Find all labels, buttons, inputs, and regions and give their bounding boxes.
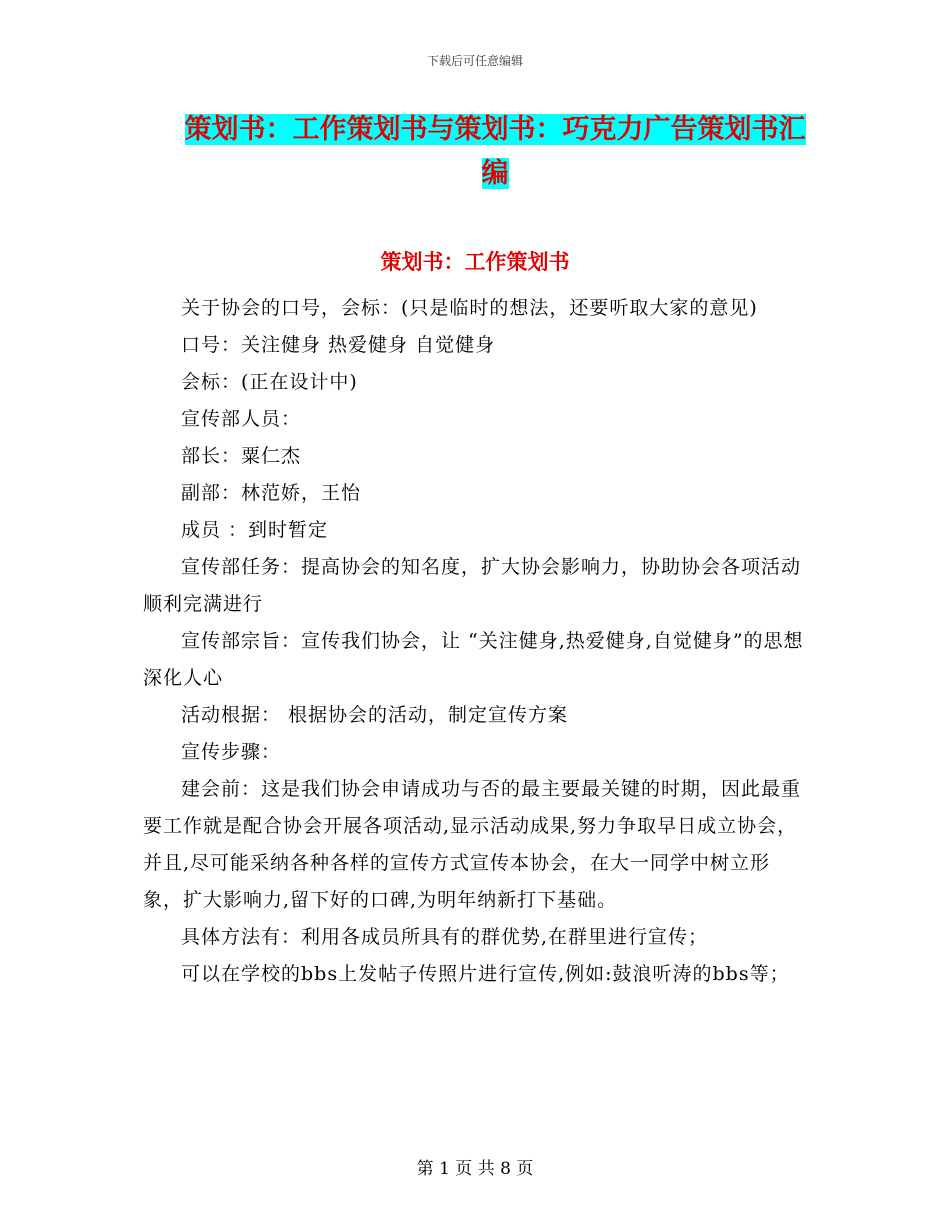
page-indicator: 第 1 页 共 8 页 (416, 1159, 534, 1179)
paragraph: 宣传步骤： (181, 741, 282, 763)
paragraph: 可以在学校的bbs上发帖子传照片进行宣传,例如:鼓浪听涛的bbs等； (181, 963, 790, 985)
document-title (175, 108, 815, 196)
paragraph: 口号：关注健身 热爱健身 自觉健身 (181, 334, 496, 356)
paragraph: 具体方法有：利用各成员所具有的群优势,在群里进行宣传； (181, 926, 709, 948)
section-title: 策划书：工作策划书 (380, 249, 570, 274)
paragraph: 副部：林范娇，王怡 (181, 482, 362, 504)
document-title-text: 策划书：工作策划书与策划书：巧克力广告策划书汇编 (184, 114, 806, 189)
document-body (143, 290, 809, 993)
paragraph: 关于协会的口号，会标：(只是临时的想法，还要听取大家的意见) (181, 297, 758, 319)
paragraph: 建会前：这是我们协会申请成功与否的最主要最关键的时期，因此最重要工作就是配合协会开展各项活动,显示活动成果,努力争取早日成立协会，并且,尽可能采纳各种各样的宣传方式宣传本协会，在大一同学中树立形象，扩大影响力,留下好的口碑,为明年纳新打下基础。 (143, 778, 802, 911)
paragraph: 会标：(正在设计中) (181, 371, 358, 393)
paragraph: 宣传部宗旨：宣传我们协会，让 “关注健身,热爱健身,自觉健身”的思想深化人心 (143, 630, 804, 689)
paragraph: 成员 ：到时暂定 (181, 519, 329, 541)
paragraph: 宣传部人员： (181, 408, 302, 430)
paragraph: 部长：粟仁杰 (181, 445, 302, 467)
paragraph: 宣传部任务：提高协会的知名度，扩大协会影响力，协助协会各项活动顺利完满进行 (143, 556, 802, 615)
paragraph: 活动根据： 根据协会的活动，制定宣传方案 (181, 704, 569, 726)
page-header-note: 下载后可任意编辑 (426, 54, 523, 68)
